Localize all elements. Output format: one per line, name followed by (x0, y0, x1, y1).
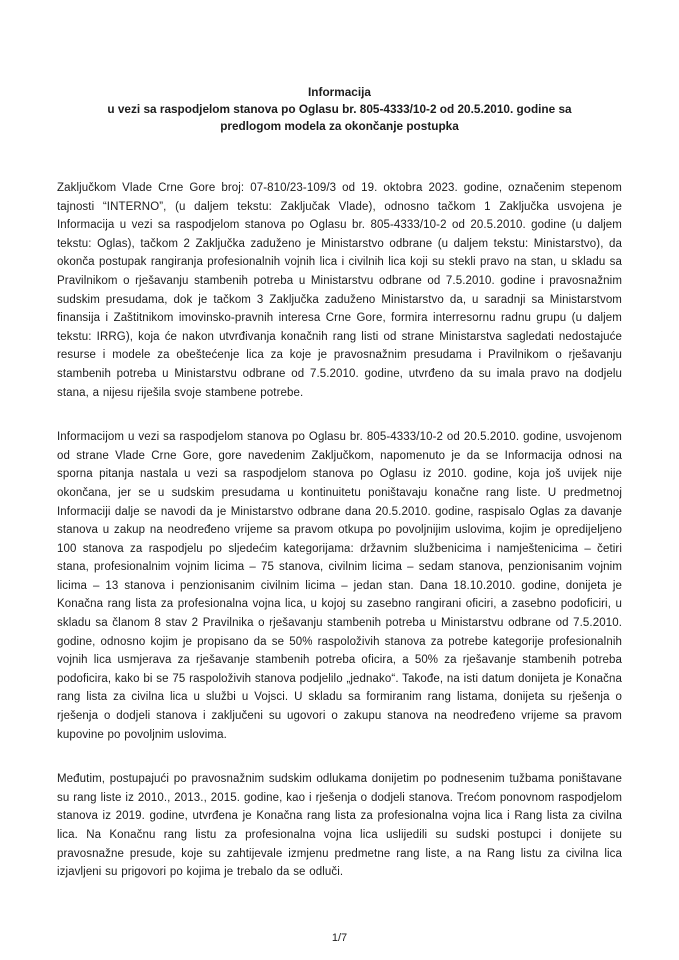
title-line-3: predlogom modela za okončanje postupka (220, 119, 459, 133)
title-line-1: Informacija (308, 85, 371, 99)
document-body (57, 179, 622, 882)
paragraph-2: Informacijom u vezi sa raspodjelom stanova po Oglasu br. 805-4333/10-2 od 20.5.2010. godine, usvojenom od strane Vlade Crne Gore, gore navedenim Zaključkom, napomenuto je da se Informacija odnosi na sporna pitanja nastala u vezi sa raspodjelom stanova po Oglasu iz 2010. godine, koja još uvijek nije okončana, jer se u sudskim presudama u kontinuitetu poništavaju konačne rang liste. U predmetnoj Informaciji dalje se navodi da je Ministarstvo odbrane dana 20.5.2010. godine, raspisalo Oglas za davanje stanova u zakup na neodređeno vrijeme sa pravom otkupa po povoljnijim uslovima, kojim je opredijeljeno 100 stanova za raspodjelu po sljedećim kategorijama: državnim službenicima i namještenicima – četiri stana, profesionalnim vojnim licima – 75 stanova, civilnim licima – sedam stanova, penzionisanim vojnim licima – 13 stanova i penzionisanim civilnim licima – jedan stan. Dana 18.10.2010. godine, donijeta je Konačna rang lista za profesionalna vojna lica, u kojoj su zasebno rangirani oficiri, a zasebno podoficiri, u skladu sa članom 8 stav 2 Pravilnika o rješavanju stambenih potreba u Ministarstvu odbrane od 7.5.2010. godine, odnosno kojim je propisano da se 50% raspoloživih stanova za potrebe kategorije profesionalnih vojnih lica usmjerava za rješavanje stambenih potreba oficira, a 50% za rješavanje stambenih potreba podoficira, kako bi se 75 raspoloživih stanova podjelilo „jednako“. Takođe, na isti datum donijeta je Konačna rang lista za civilna lica u službi u Vojsci. U skladu sa formiranim rang listama, donijeta su rješenja o rješenja o dodjeli stanova i zaključeni su ugovori o zakupu stanova na neodređeno vrijeme sa pravom kupovine po povoljnim uslovima. (57, 431, 622, 741)
paragraph-1: Zaključkom Vlade Crne Gore broj: 07-810/23-109/3 od 19. oktobra 2023. godine, označenim stepenom tajnosti “INTERNO”, (u daljem tekstu: Zaključak Vlade), odnosno tačkom 1 Zaključka usvojena je Informacija u vezi sa raspodjelom stanova po Oglasu br. 805-4333/10-2 od 20.5.2010. godine (u daljem tekstu: Oglas), tačkom 2 Zaključka zaduženo je Ministarstvo odbrane (u daljem tekstu: Ministarstvo), da okonča postupak rangiranja profesionalnih vojnih lica i civilnih lica koji su stekli pravo na stan, u skladu sa Pravilnikom o rješavanju stambenih potreba u Ministarstvu odbrane od 7.5.2010. godine i pravosnažnim sudskim presudama, dok je tačkom 3 Zaključka zaduženo Ministarstvo da, u saradnji sa Ministarstvom finansija i Zaštitnikom imovinsko-pravnih interesa Crne Gore, formira interresornu radnu grupu (u daljem tekstu: IRRG), koja će nakon utvrđivanja konačnih rang listi od strane Ministarstva sagledati nedostajuće resurse i modele za obeštećenje lica za koje je pravosnažnim presudama i Pravilnikom o rješavanju stambenih potreba u Ministarstvu odbrane od 7.5.2010. godine, utvrđeno da su imala pravo na dodjelu stana, a nijesu riješila svoje stambene potrebe. (57, 182, 622, 399)
paragraph-3: Međutim, postupajući po pravosnažnim sudskim odlukama donijetim po podnesenim tužbama poništavane su rang liste iz 2010., 2013., 2015. godine, kao i rješenja o dodjeli stanova. Trećom ponovnom raspodjelom stanova iz 2019. godine, utvrđena je Konačna rang lista za profesionalna vojna lica i Rang lista za civilna lica. Na Konačnu rang listu za profesionalna vojna lica uslijedili su sudski postupci i donijete su pravosnažne presude, koje su zahtijevale izmjenu predmetne rang liste, a na Rang listu za civilna lica izjavljeni su prigovori po kojima je trebalo da se odluči. (57, 773, 622, 879)
page-number: 1/7 (331, 932, 348, 944)
title-line-2: u vezi sa raspodjelom stanova po Oglasu br. 805-4333/10-2 od 20.5.2010. godine sa (107, 102, 572, 116)
document-title (80, 84, 600, 135)
